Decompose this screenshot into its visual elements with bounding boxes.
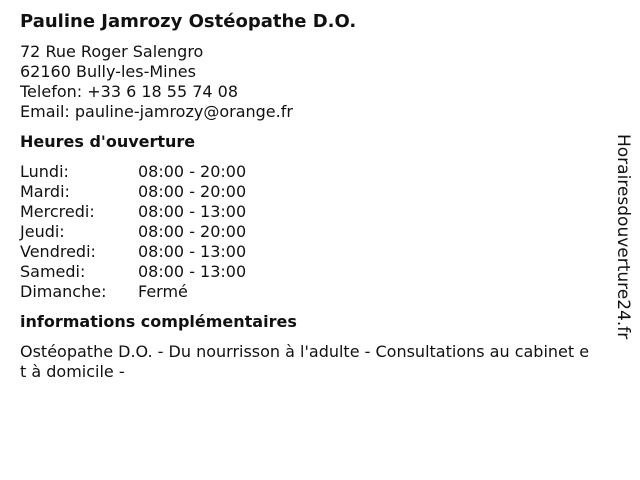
hours-heading: Heures d'ouverture <box>20 132 196 151</box>
hours-time: 08:00 - 20:00 <box>138 162 247 181</box>
hours-day: Samedi: <box>20 262 86 281</box>
hours-day: Dimanche: <box>20 282 107 301</box>
hours-row-mercredi <box>20 202 605 222</box>
hours-time: 08:00 - 13:00 <box>138 202 247 221</box>
hours-row-lundi <box>20 162 605 182</box>
contact-block <box>20 42 605 122</box>
hours-day: Vendredi: <box>20 242 96 261</box>
email-address: Email: pauline-jamrozy@orange.fr <box>20 102 293 121</box>
site-brand-watermark: Horairesdouverture24.fr <box>613 134 633 340</box>
hours-row-vendredi <box>20 242 605 262</box>
hours-day: Lundi: <box>20 162 69 181</box>
business-name: Pauline Jamrozy Ostéopathe D.O. <box>20 11 357 32</box>
hours-row-dimanche <box>20 282 605 302</box>
hours-time: 08:00 - 13:00 <box>138 242 247 261</box>
hours-day: Jeudi: <box>20 222 65 241</box>
info-text: Ostéopathe D.O. - Du nourrisson à l'adulte - Consultations au cabinet et à domicile - <box>20 342 590 381</box>
hours-row-mardi <box>20 182 605 202</box>
phone-number: Telefon: +33 6 18 55 74 08 <box>20 82 239 101</box>
info-heading: informations complémentaires <box>20 312 297 331</box>
hours-row-samedi <box>20 262 605 282</box>
hours-day: Mardi: <box>20 182 70 201</box>
hours-time: 08:00 - 13:00 <box>138 262 247 281</box>
street-address: 72 Rue Roger Salengro <box>20 42 204 61</box>
hours-time: 08:00 - 20:00 <box>138 182 247 201</box>
city-address: 62160 Bully-les-Mines <box>20 62 196 81</box>
hours-time: Fermé <box>138 282 188 301</box>
hours-day: Mercredi: <box>20 202 95 221</box>
business-card <box>20 10 605 382</box>
hours-table <box>20 162 605 302</box>
hours-row-jeudi <box>20 222 605 242</box>
hours-time: 08:00 - 20:00 <box>138 222 247 241</box>
